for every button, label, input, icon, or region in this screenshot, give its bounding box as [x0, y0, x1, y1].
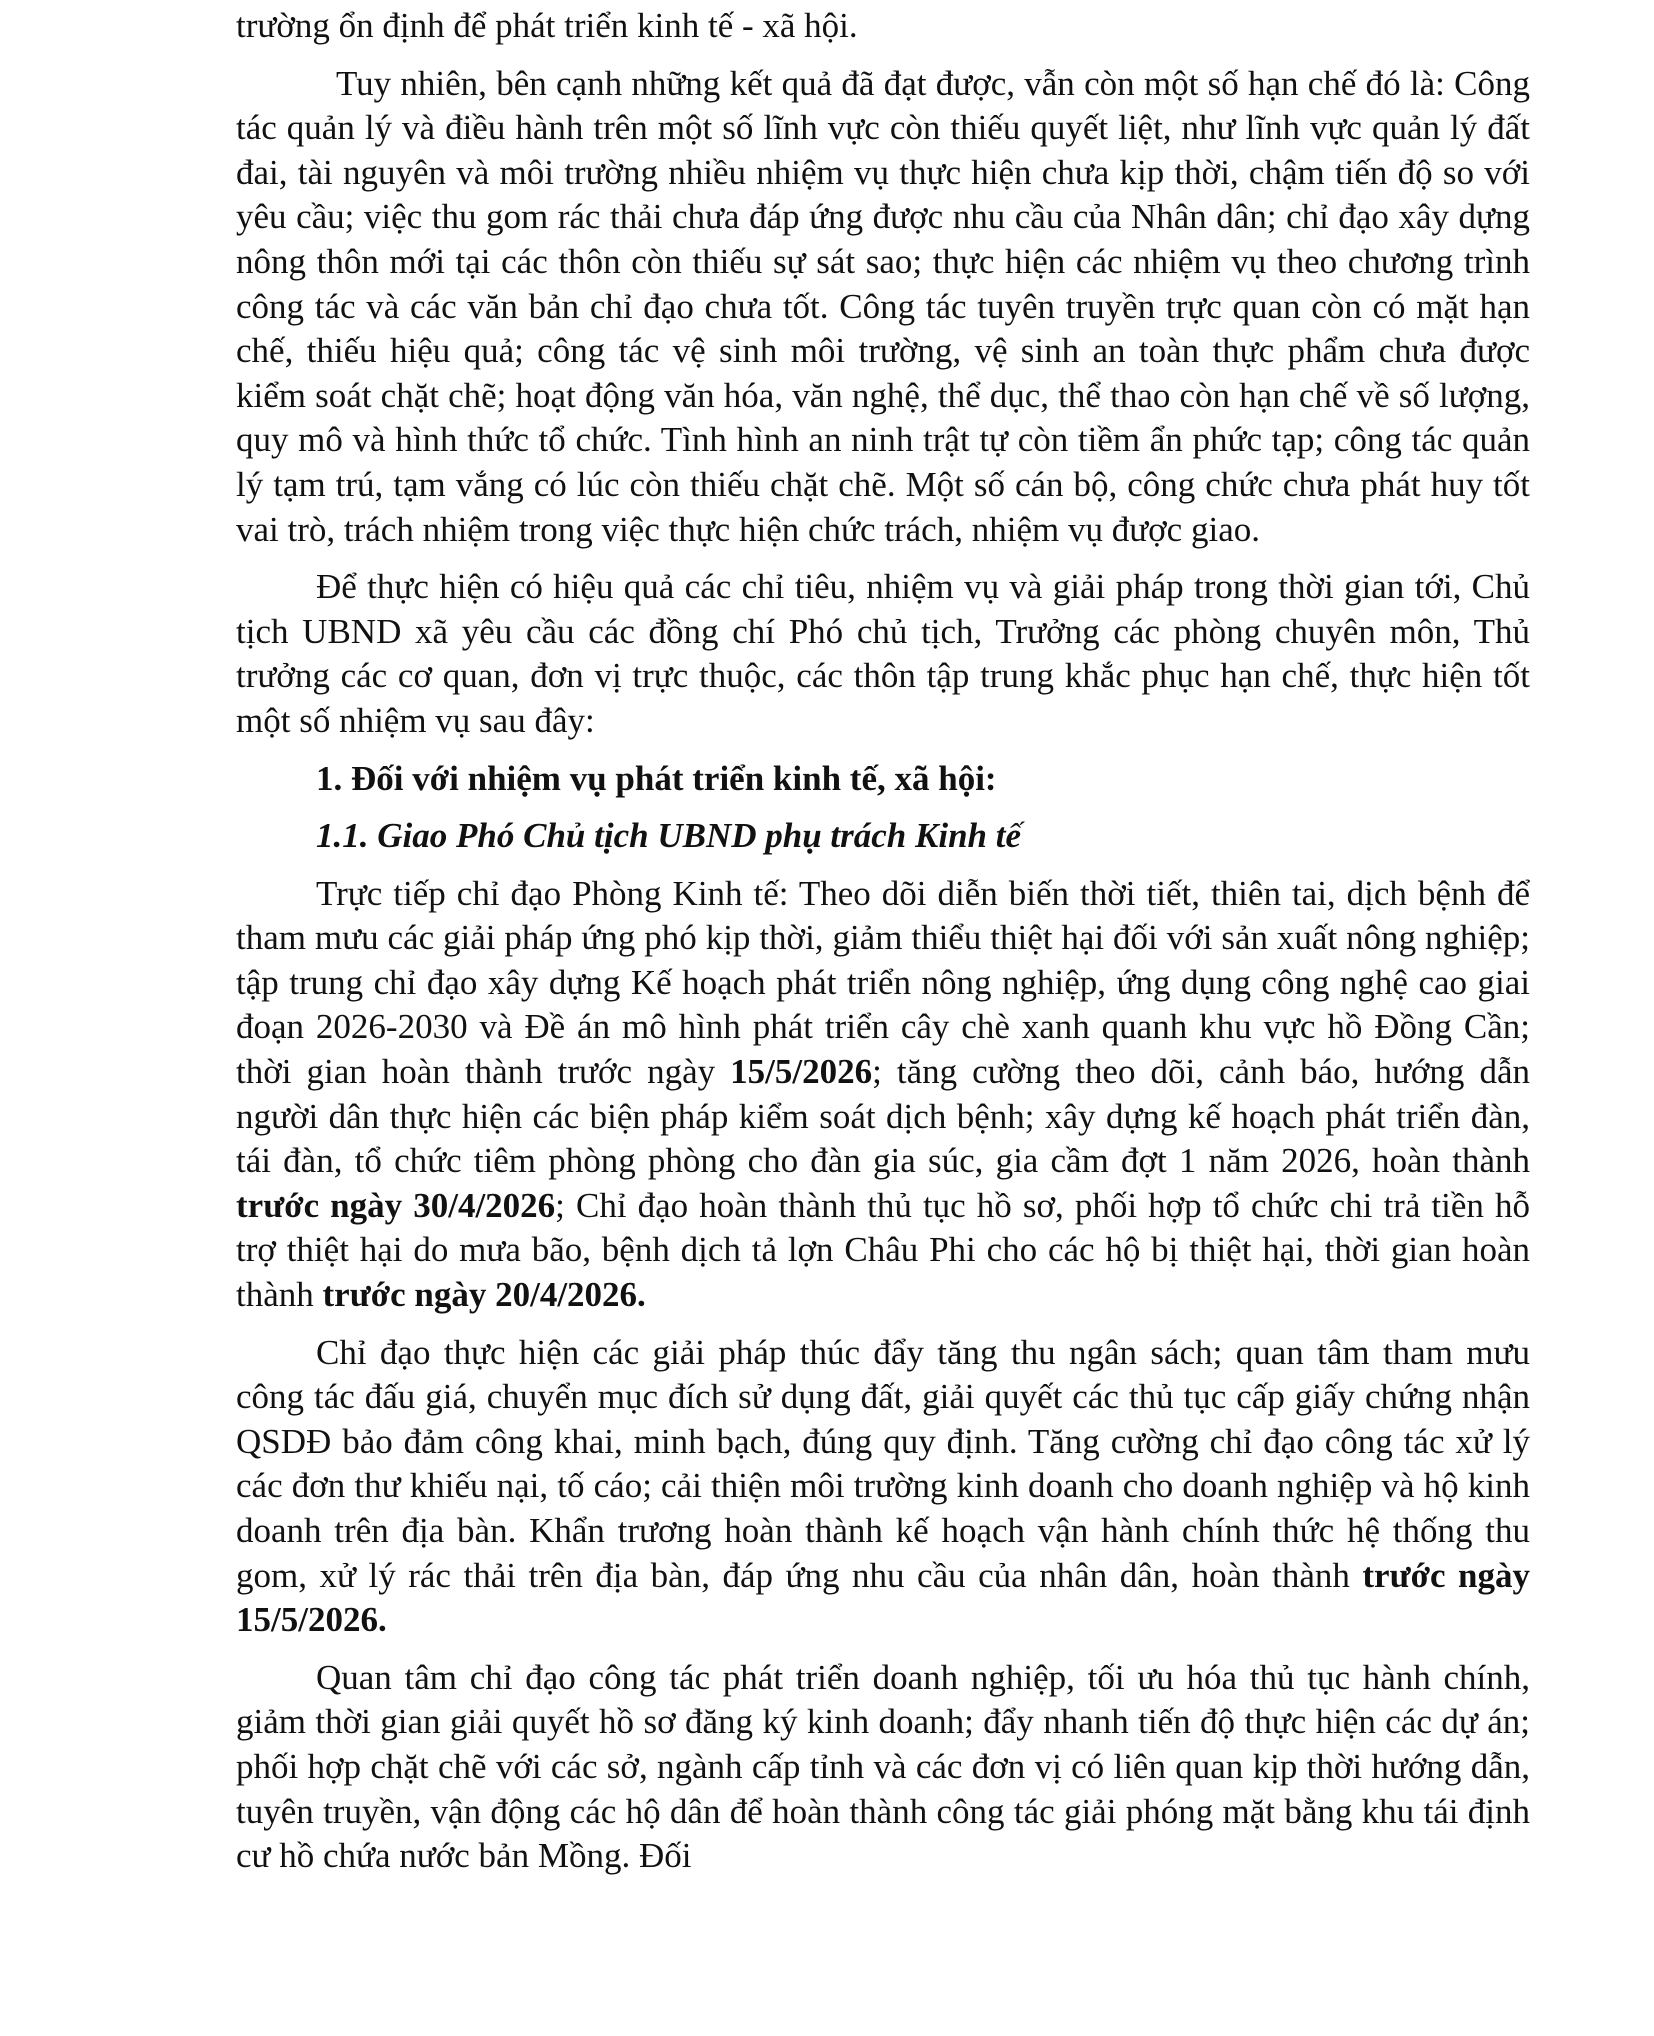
- paragraph-enterprise: Quan tâm chỉ đạo công tác phát triển doanh nghiệp, tối ưu hóa thủ tục hành chính, giảm thời gian giải quyết hồ sơ đăng ký kinh doanh; đẩy nhanh tiến độ thực hiện các dự án; phối hợp chặt chẽ với các sở, ngành cấp tỉnh và các đơn vị có liên quan kịp thời hướng dẫn, tuyên truyền, vận động các hộ dân để hoàn thành công tác giải phóng mặt bằng khu tái định cư hồ chứa nước bản Mồng. Đối: [236, 1657, 1530, 1876]
- paragraph-budget: [236, 1331, 1530, 1643]
- section-heading-1: 1. Đối với nhiệm vụ phát triển kinh tế, xã hội:: [316, 758, 997, 798]
- paragraph-text: Chỉ đạo thực hiện các giải pháp thúc đẩy tăng thu ngân sách; quan tâm tham mưu công tác đấu giá, chuyển mục đích sử dụng đất, giải quyết các thủ tục cấp giấy chứng nhận QSDĐ bảo đảm công khai, minh bạch, đúng quy định. Tăng cường chỉ đạo công tác xử lý các đơn thư khiếu nại, tố cáo; cải thiện môi trường kinh doanh cho doanh nghiệp và hộ kinh doanh trên địa bàn. Khẩn trương hoàn thành kế hoạch vận hành chính thức hệ thống thu gom, xử lý rác thải trên địa bàn, đáp ứng nhu cầu của nhân dân, hoàn thành: [236, 1332, 1530, 1595]
- section-heading-1-1: 1.1. Giao Phó Chủ tịch UBND phụ trách Kinh tế: [316, 816, 1022, 856]
- paragraph-text: Trực tiếp chỉ đạo Phòng Kinh tế: Theo dõi diễn biến thời tiết, thiên tai, dịch bệnh để tham mưu các giải pháp ứng phó kịp thời, giảm thiểu thiệt hại đối với sản xuất nông nghiệp; tập trung chỉ đạo xây dựng Kế hoạch phát triển nông nghiệp, ứng dụng công nghệ cao giai đoạn 2026-2030 và Đề án mô hình phát triển cây chè xanh quanh khu vực hồ Đồng Cần; thời gian hoàn thành trước ngày: [236, 873, 1530, 1092]
- deadline-date: trước ngày 20/4/2026.: [322, 1275, 646, 1315]
- paragraph-continuation: trường ổn định để phát triển kinh tế - xã hội.: [236, 6, 858, 45]
- paragraph-economy-direction: [236, 872, 1530, 1318]
- deadline-date: trước ngày 15/5/2026.: [236, 1555, 1530, 1640]
- document-page: [236, 4, 1530, 1892]
- deadline-date: trước ngày 30/4/2026: [236, 1185, 556, 1225]
- paragraph-requirements: Để thực hiện có hiệu quả các chỉ tiêu, nhiệm vụ và giải pháp trong thời gian tới, Chủ tịch UBND xã yêu cầu các đồng chí Phó chủ tịch, Trưởng các phòng chuyên môn, Thủ trưởng các cơ quan, đơn vị trực thuộc, các thôn tập trung khắc phục hạn chế, thực hiện tốt một số nhiệm vụ sau đây:: [236, 567, 1530, 740]
- paragraph-limitations: Tuy nhiên, bên cạnh những kết quả đã đạt được, vẫn còn một số hạn chế đó là: Công tác quản lý và điều hành trên một số lĩnh vực còn thiếu quyết liệt, như lĩnh vực quản lý đất đai, tài nguyên và môi trường nhiều nhiệm vụ thực hiện chưa kịp thời, chậm tiến độ so với yêu cầu; việc thu gom rác thải chưa đáp ứng được nhu cầu của Nhân dân; chỉ đạo xây dựng nông thôn mới tại các thôn còn thiếu sự sát sao; thực hiện các nhiệm vụ theo chương trình công tác và các văn bản chỉ đạo chưa tốt. Công tác tuyên truyền trực quan còn có mặt hạn chế, thiếu hiệu quả; công tác vệ sinh môi trường, vệ sinh an toàn thực phẩm chưa được kiểm soát chặt chẽ; hoạt động văn hóa, văn nghệ, thể dục, thể thao còn hạn chế về số lượng, quy mô và hình thức tổ chức. Tình hình an ninh trật tự còn tiềm ẩn phức tạp; công tác quản lý tạm trú, tạm vắng có lúc còn thiếu chặt chẽ. Một số cán bộ, công chức chưa phát huy tốt vai trò, trách nhiệm trong việc thực hiện chức trách, nhiệm vụ được giao.: [236, 63, 1530, 549]
- paragraph-text: ; Chỉ đạo hoàn thành thủ tục hồ sơ, phối hợp tổ chức chi trả tiền hỗ trợ thiệt hại do mưa bão, bệnh dịch tả lợn Châu Phi cho các hộ bị thiệt hại, thời gian hoàn thành: [236, 1185, 1530, 1315]
- paragraph-text: ; tăng cường theo dõi, cảnh báo, hướng dẫn người dân thực hiện các biện pháp kiểm soát dịch bệnh; xây dựng kế hoạch phát triển đàn, tái đàn, tổ chức tiêm phòng phòng cho đàn gia súc, gia cầm đợt 1 năm 2026, hoàn thành: [236, 1052, 1530, 1181]
- deadline-date: 15/5/2026: [730, 1052, 873, 1092]
